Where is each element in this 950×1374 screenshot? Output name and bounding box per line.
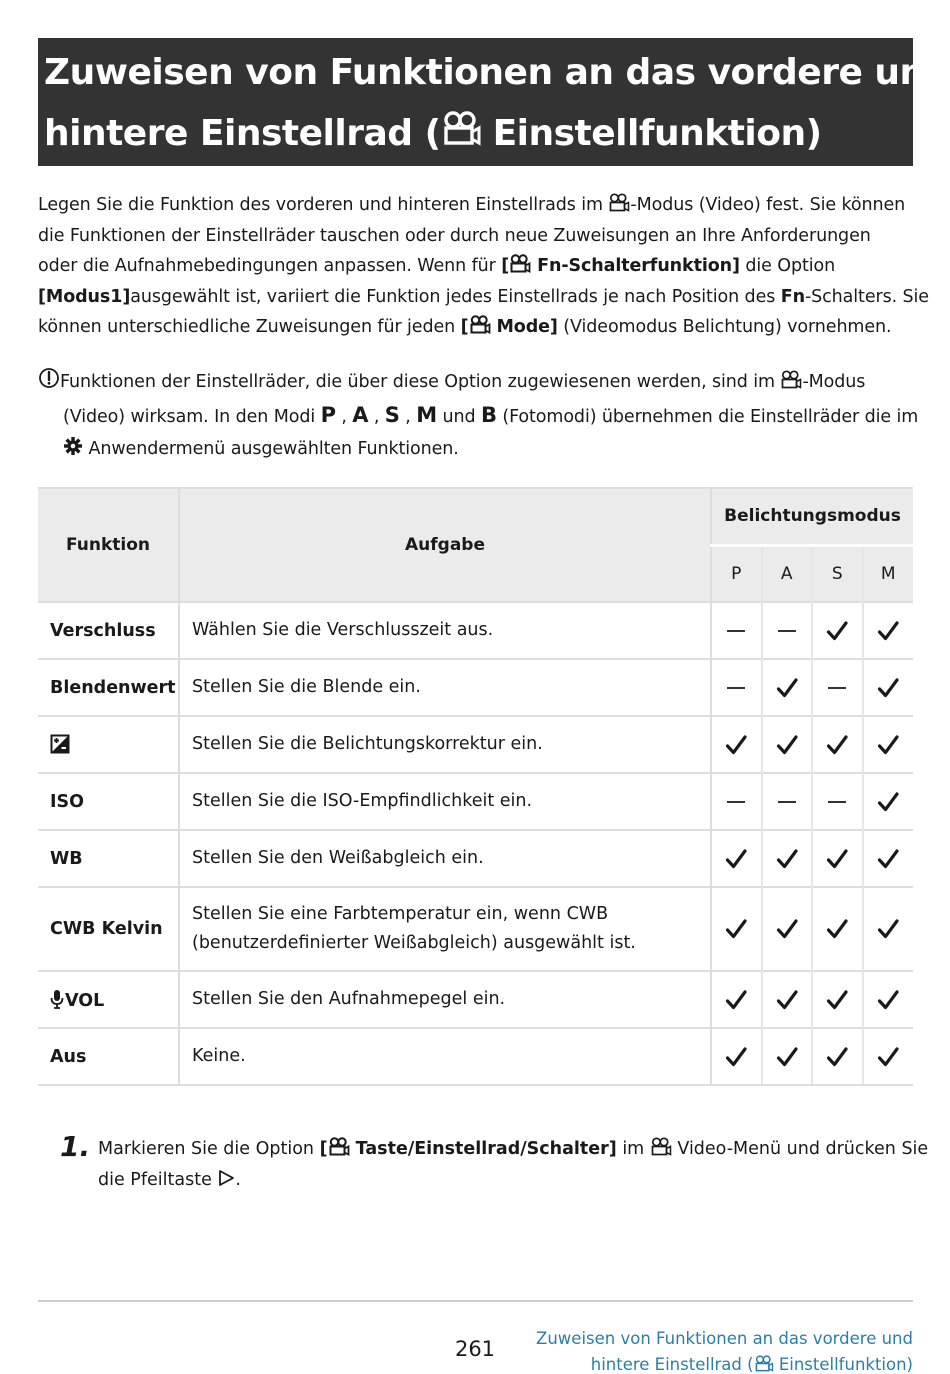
- step-text-part: Markieren Sie die Option: [98, 1139, 320, 1159]
- menu-ref-text: Fn-Schalterfunktion]: [531, 256, 740, 276]
- mode-m-cell: [863, 602, 914, 659]
- note-text: -Modus: [802, 372, 866, 392]
- col-header-belichtungsmodus: Belichtungsmodus: [711, 488, 913, 545]
- note-text: Funktionen der Einstellräder, die über diese Option zugewiesenen werden, sind im: [60, 372, 781, 392]
- table-row: [38, 830, 913, 887]
- footer-link-line-2[interactable]: [536, 1352, 913, 1374]
- checkmark-icon: [776, 678, 798, 698]
- function-name-cell: [38, 830, 179, 887]
- mode-m-cell: [863, 659, 914, 716]
- menu-ref-mode: [461, 317, 558, 337]
- function-name: Verschluss: [50, 620, 156, 641]
- mode-m-cell: [863, 716, 914, 773]
- function-name-cell: [38, 659, 179, 716]
- function-name: VOL: [65, 990, 105, 1011]
- mode-m-cell: [863, 971, 914, 1028]
- table-row: [38, 887, 913, 971]
- mode-p-cell: [711, 830, 762, 887]
- checkmark-icon: [776, 735, 798, 755]
- menu-ref-button-dial-lever: [320, 1139, 617, 1159]
- mode-p-cell: [711, 887, 762, 971]
- movie-camera-icon: [754, 1355, 774, 1372]
- mode-p-cell: [711, 773, 762, 830]
- mode-a-cell: [762, 830, 813, 887]
- function-name: Blendenwert: [50, 677, 176, 698]
- checkmark-icon: [826, 990, 848, 1010]
- movie-camera-icon: [650, 1137, 672, 1156]
- function-name-cell: [38, 602, 179, 659]
- function-name-cell: [38, 773, 179, 830]
- intro-text: oder die Aufnahmebedingungen anpassen. Wenn für: [38, 256, 502, 276]
- intro-text: ausgewählt ist, variiert die Funktion jedes Einstellrads je nach Position des: [130, 286, 781, 307]
- col-header-funktion: Funktion: [38, 488, 179, 602]
- option-ref-modus1: [Modus1]: [38, 286, 131, 307]
- checkmark-icon: [877, 735, 899, 755]
- task-cell: [179, 602, 711, 659]
- intro-text: Legen Sie die Funktion des vorderen und hinteren Einstellrads im: [38, 195, 609, 215]
- task-text-line-2: (benutzerdefinierter Weißabgleich) ausgewählt ist.: [192, 933, 636, 953]
- mode-a-cell: [762, 602, 813, 659]
- mode-p-cell: [711, 659, 762, 716]
- table-row: [38, 773, 913, 830]
- intro-text: -Schalters. Sie: [804, 286, 929, 307]
- intro-line-2: die Funktionen der Einstellräder tauschen oder durch neue Zuweisungen an Ihre Anforderungen: [38, 225, 871, 246]
- mode-s-cell: [812, 971, 863, 1028]
- page-number: 261: [454, 1337, 496, 1361]
- separator: ,: [335, 406, 353, 427]
- col-header-mode-p: P: [711, 545, 762, 602]
- footer-link-text[interactable]: hintere Einstellrad (: [590, 1355, 754, 1374]
- bracket: [: [460, 317, 469, 337]
- dash-icon: [727, 630, 745, 632]
- function-name: CWB Kelvin: [50, 919, 163, 939]
- mode-s-cell: [812, 716, 863, 773]
- checkmark-icon: [826, 735, 848, 755]
- checkmark-icon: [826, 919, 848, 939]
- separator: ,: [399, 406, 417, 427]
- mode-m-label: M: [416, 402, 438, 427]
- step-text-part: die Pfeiltaste: [98, 1170, 218, 1190]
- movie-camera-icon: [328, 1137, 350, 1156]
- intro-line-3: [38, 251, 918, 282]
- task-text: Stellen Sie den Aufnahmepegel ein.: [192, 989, 506, 1009]
- movie-camera-icon: [441, 111, 481, 147]
- task-cell: [179, 716, 711, 773]
- separator: ,: [368, 406, 385, 427]
- checkmark-icon: [725, 1047, 747, 1067]
- task-text: Stellen Sie die ISO-Empfindlichkeit ein.: [192, 791, 533, 811]
- checkmark-icon: [826, 849, 848, 869]
- step-number: 1.: [60, 1130, 91, 1163]
- intro-text: die Option: [739, 256, 836, 276]
- function-name-cell: [38, 971, 179, 1028]
- footer-section-link[interactable]: [536, 1326, 913, 1374]
- movie-camera-icon: [780, 370, 802, 389]
- checkmark-icon: [725, 919, 747, 939]
- note-line-2: [38, 399, 918, 434]
- task-cell: [179, 1028, 711, 1085]
- note-icon: [38, 367, 60, 389]
- checkmark-icon: [776, 990, 798, 1010]
- note-block: [38, 366, 918, 466]
- mode-p-cell: [711, 1028, 762, 1085]
- function-name-cell: [38, 1028, 179, 1085]
- footer-divider: [38, 1300, 913, 1302]
- title-line-2-suffix: Einstellfunktion): [480, 113, 822, 154]
- mode-p-cell: [711, 602, 762, 659]
- step-text-part: Video-Menü und drücken Sie: [671, 1139, 929, 1159]
- mode-m-cell: [863, 830, 914, 887]
- checkmark-icon: [776, 919, 798, 939]
- checkmark-icon: [776, 849, 798, 869]
- dash-icon: [727, 687, 745, 689]
- checkmark-icon: [826, 621, 848, 641]
- mode-s-cell: [812, 659, 863, 716]
- intro-text: können unterschiedliche Zuweisungen für jeden: [38, 317, 461, 337]
- bracket: [: [319, 1139, 328, 1159]
- table-row: [38, 971, 913, 1028]
- mode-s-label: S: [384, 402, 400, 427]
- table-row: [38, 1028, 913, 1085]
- checkmark-icon: [877, 990, 899, 1010]
- task-text: Stellen Sie die Blende ein.: [192, 677, 421, 697]
- mode-p-cell: [711, 716, 762, 773]
- checkmark-icon: [877, 678, 899, 698]
- mode-m-cell: [863, 773, 914, 830]
- task-cell: [179, 773, 711, 830]
- mode-a-cell: [762, 659, 813, 716]
- function-name: WB: [50, 848, 83, 869]
- intro-line-5: [38, 312, 918, 343]
- table-row: [38, 659, 913, 716]
- dash-icon: [727, 801, 745, 803]
- note-line-1: [38, 366, 918, 399]
- task-text: Stellen Sie den Weißabgleich ein.: [192, 848, 484, 868]
- function-table: [38, 487, 913, 1086]
- task-cell: [179, 887, 711, 971]
- mode-s-cell: [812, 602, 863, 659]
- mode-a-cell: [762, 971, 813, 1028]
- function-name: Aus: [50, 1046, 87, 1067]
- bracket: [: [501, 256, 510, 276]
- mode-a-cell: [762, 1028, 813, 1085]
- mode-a-cell: [762, 773, 813, 830]
- menu-ref-fn-switch: [501, 256, 740, 276]
- movie-camera-icon: [509, 254, 531, 273]
- checkmark-icon: [877, 919, 899, 939]
- mode-m-cell: [863, 1028, 914, 1085]
- task-cell: [179, 659, 711, 716]
- task-cell: [179, 830, 711, 887]
- mode-a-label: A: [352, 402, 369, 427]
- task-text: Wählen Sie die Verschlusszeit aus.: [192, 620, 494, 640]
- fn-label: Fn: [780, 286, 805, 307]
- col-header-mode-s: S: [812, 545, 863, 602]
- col-header-mode-a: A: [762, 545, 813, 602]
- intro-paragraph: [38, 190, 929, 343]
- exposure-compensation-icon: [50, 736, 70, 756]
- mode-b-label: B: [480, 402, 497, 427]
- dash-icon: [828, 687, 846, 689]
- mode-a-cell: [762, 716, 813, 773]
- mode-s-cell: [812, 830, 863, 887]
- checkmark-icon: [877, 849, 899, 869]
- mode-s-cell: [812, 887, 863, 971]
- menu-ref-text: Taste/Einstellrad/Schalter]: [349, 1139, 617, 1159]
- step-text: [98, 1134, 928, 1196]
- mode-s-cell: [812, 773, 863, 830]
- checkmark-icon: [725, 849, 747, 869]
- mode-m-cell: [863, 887, 914, 971]
- intro-line-1: [38, 190, 918, 221]
- title-line-1: Zuweisen von Funktionen an das vordere und: [44, 52, 950, 93]
- checkmark-icon: [877, 1047, 899, 1067]
- checkmark-icon: [725, 735, 747, 755]
- step-line-1: [98, 1134, 928, 1165]
- title-line-2: [44, 103, 907, 164]
- movie-camera-icon: [469, 315, 491, 334]
- mode-p-cell: [711, 971, 762, 1028]
- microphone-icon: [50, 991, 65, 1011]
- mode-s-cell: [812, 1028, 863, 1085]
- col-header-aufgabe: Aufgabe: [179, 488, 711, 602]
- step-text-part: .: [235, 1170, 241, 1190]
- arrow-right-icon: [217, 1169, 235, 1187]
- step-line-2: [98, 1165, 928, 1196]
- gear-icon: [63, 436, 83, 456]
- dash-icon: [778, 801, 796, 803]
- footer-link-line-1[interactable]: Zuweisen von Funktionen an das vordere und: [536, 1329, 913, 1348]
- task-text: Stellen Sie die Belichtungskorrektur ein.: [192, 734, 543, 754]
- step-text-part: im: [616, 1139, 650, 1159]
- title-line-2-prefix: hintere Einstellrad (: [44, 113, 441, 154]
- dash-icon: [778, 630, 796, 632]
- mode-p-label: P: [320, 402, 336, 427]
- function-name-cell: [38, 716, 179, 773]
- menu-ref-text: Mode]: [490, 317, 558, 337]
- checkmark-icon: [877, 621, 899, 641]
- intro-text: -Modus (Video) fest. Sie können: [630, 195, 906, 215]
- intro-text: (Videomodus Belichtung) vornehmen.: [557, 317, 892, 337]
- footer-link-text[interactable]: Einstellfunktion): [773, 1355, 913, 1374]
- checkmark-icon: [826, 1047, 848, 1067]
- function-name-cell: [38, 887, 179, 971]
- mode-a-cell: [762, 887, 813, 971]
- intro-line-4: [38, 282, 929, 313]
- movie-camera-icon: [608, 193, 630, 212]
- table-row: [38, 716, 913, 773]
- checkmark-icon: [725, 990, 747, 1010]
- note-text: Anwendermenü ausgewählten Funktionen.: [83, 439, 459, 459]
- checkmark-icon: [877, 792, 899, 812]
- function-name: ISO: [50, 791, 84, 812]
- page-title: [38, 38, 950, 166]
- note-text: (Fotomodi) übernehmen die Einstellräder die im: [496, 406, 919, 427]
- note-line-3: [38, 433, 918, 466]
- task-text: Keine.: [192, 1046, 246, 1066]
- task-cell: [179, 971, 711, 1028]
- note-text: (Video) wirksam. In den Modi: [63, 406, 321, 427]
- table-row: [38, 602, 913, 659]
- task-text-line-1: Stellen Sie eine Farbtemperatur ein, wenn CWB: [192, 904, 609, 924]
- note-text: und: [437, 406, 481, 427]
- dash-icon: [828, 801, 846, 803]
- checkmark-icon: [776, 1047, 798, 1067]
- col-header-mode-m: M: [863, 545, 914, 602]
